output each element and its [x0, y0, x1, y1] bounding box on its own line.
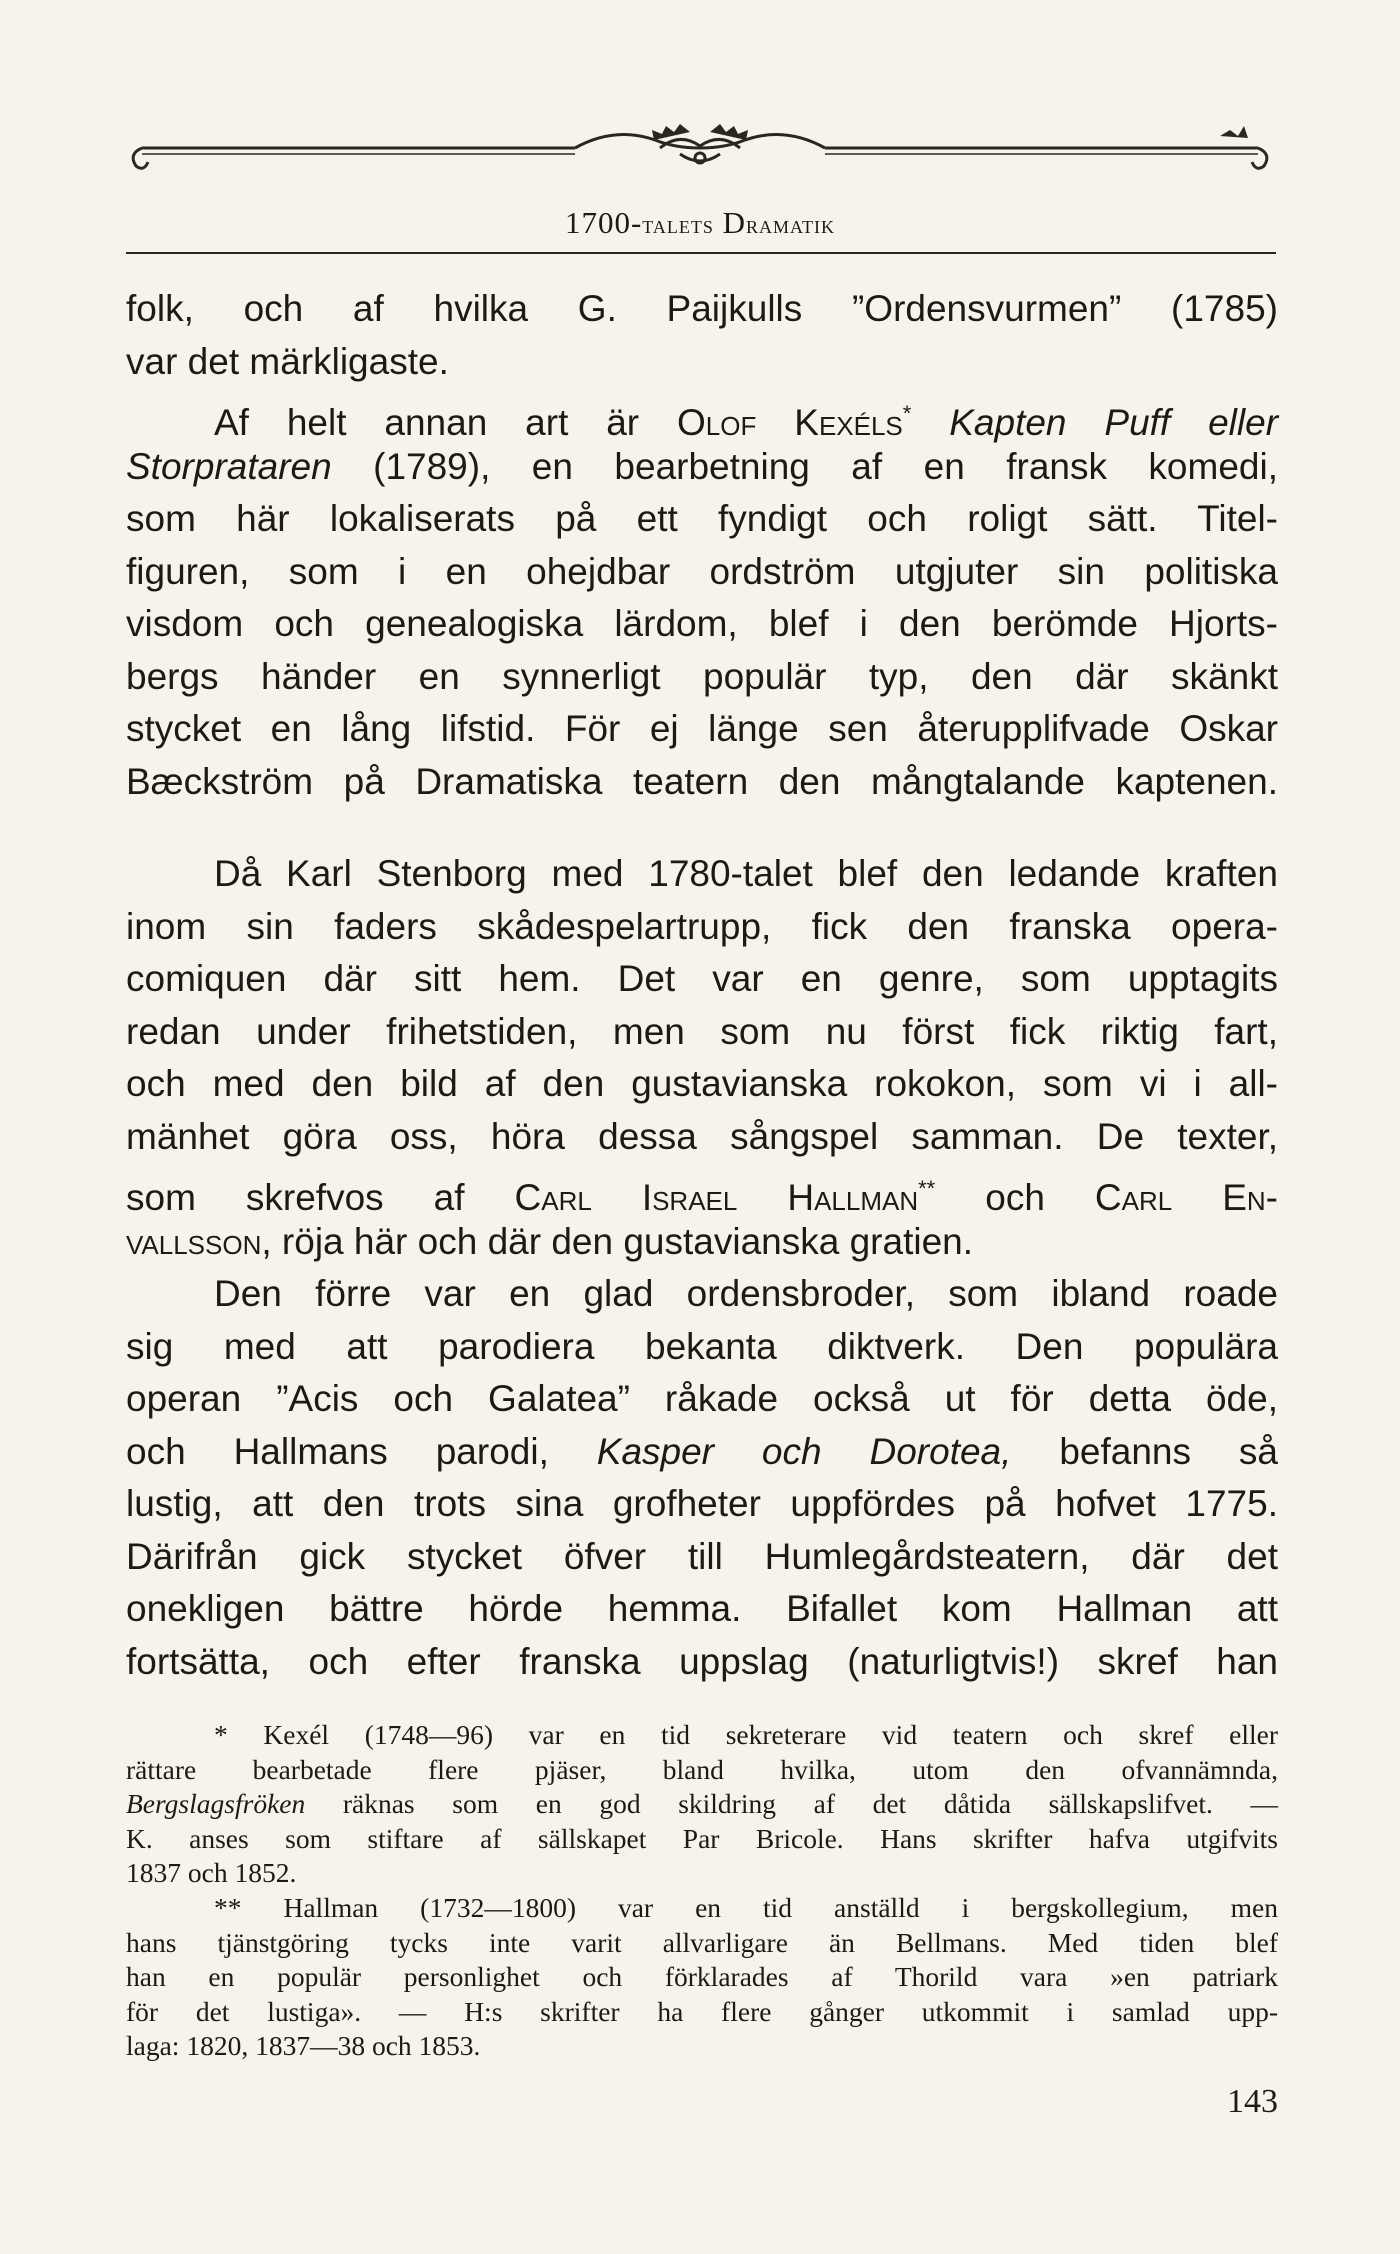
play-title: Kasper och Dorotea,	[596, 1430, 1012, 1472]
text-line: bergs händer en synnerligt populär typ, den där skänkt	[126, 655, 1278, 697]
text-line: Då Karl Stenborg med 1780-talet blef den ledande kraften	[214, 853, 1278, 894]
text-line: och Hallmans parodi, Kasper och Dorotea, befanns så	[126, 1430, 1278, 1472]
body-text	[126, 283, 1278, 1688]
header-ornament-icon	[120, 118, 1280, 198]
author-name: vallsson	[126, 1220, 262, 1262]
play-title: Storprataren	[126, 445, 332, 487]
footnote-line: 1837 och 1852.	[126, 1857, 297, 1889]
page-number: 143	[1227, 2083, 1278, 2120]
running-head: 1700-talets Dramatik	[564, 205, 836, 240]
text-line: comiquen där sitt hem. Det var en genre, som upptagits	[126, 958, 1278, 999]
text-line: stycket en lång lifstid. För ej länge sen återupplifvade Oskar	[126, 708, 1278, 749]
author-name: Olof Kexéls	[677, 402, 903, 443]
text-line: lustig, att den trots sina grofheter uppfördes på hofvet 1775.	[126, 1483, 1278, 1524]
play-title: Bergslagsfröken	[126, 1788, 306, 1820]
footnote-line: Bergslagsfröken räknas som en god skildring af det dåtida sällskapslifvet. —	[126, 1788, 1278, 1820]
author-name: Carl Israel Hallman	[514, 1177, 919, 1218]
header-rule	[126, 252, 1276, 254]
footnote-line: K. anses som stiftare af sällskapet Par Bricole. Hans skrifter hafva utgifvits	[126, 1822, 1278, 1854]
footnote-line: * Kexél (1748—96) var en tid sekreterare vid teatern och skref eller	[214, 1719, 1278, 1750]
footnote-line: rättare bearbetade flere pjäser, bland hvilka, utom den ofvannämnda,	[126, 1753, 1278, 1785]
text-line: onekligen bättre hörde hemma. Bifallet kom Hallman att	[126, 1588, 1278, 1629]
footnote-line: ** Hallman (1732—1800) var en tid anställd i bergskollegium, men	[214, 1891, 1278, 1923]
text-line: sig med att parodiera bekanta diktverk. Den populära	[126, 1325, 1278, 1367]
text-line: folk, och af hvilka G. Paijkulls ”Ordensvurmen” (1785)	[126, 288, 1278, 329]
play-title: Kapten Puff eller	[949, 402, 1279, 443]
text-line: fortsätta, och efter franska uppslag (naturligtvis!) skref han	[126, 1640, 1278, 1682]
footnote-line: laga: 1820, 1837—38 och 1853.	[126, 2030, 481, 2062]
footnote-line: för det lustiga». — H:s skrifter ha flere gånger utkommit i samlad upp-	[126, 1995, 1278, 2027]
footnote-line: hans tjänstgöring tycks inte varit allvarligare än Bellmans. Med tiden blef	[126, 1926, 1278, 1958]
text-line: Storprataren (1789), en bearbetning af en fransk komedi,	[126, 445, 1278, 487]
text-line: var det märkligaste.	[126, 340, 449, 382]
text-line: figuren, som i en ohejdbar ordström utgjuter sin politiska	[126, 550, 1278, 592]
text-line: som skrefvos af Carl Israel Hallman** och Carl En-	[126, 1176, 1278, 1218]
text-line: redan under frihetstiden, men som nu först fick riktig fart,	[126, 1010, 1278, 1052]
footnotes	[126, 1718, 1278, 2064]
paragraph-gap	[126, 808, 1278, 848]
author-name: Carl En-	[1094, 1177, 1278, 1218]
text-line: operan ”Acis och Galatea” råkade också ut för detta öde,	[126, 1378, 1278, 1419]
text-line: vallsson, röja här och där den gustavianska gratien.	[126, 1220, 974, 1262]
text-line: Den förre var en glad ordensbroder, som ibland roade	[214, 1273, 1278, 1314]
footnote-marker: *	[902, 401, 912, 426]
text-line: inom sin faders skådespelartrupp, fick den franska opera-	[126, 905, 1278, 947]
text-line: visdom och genealogiska lärdom, blef i den berömde Hjorts-	[126, 603, 1278, 644]
text-line: och med den bild af den gustavianska rokokon, som vi i all-	[126, 1063, 1278, 1104]
text-line: Bæckström på Dramatiska teatern den mångtalande kaptenen.	[126, 760, 1278, 802]
text-line: Därifrån gick stycket öfver till Humlegårdsteatern, där det	[126, 1535, 1278, 1577]
text-line: Af helt annan art är Olof Kexéls* Kapten Puff eller	[214, 401, 1279, 443]
text-line: som här lokaliserats på ett fyndigt och roligt sätt. Titel-	[126, 498, 1278, 539]
text-line: mänhet göra oss, höra dessa sångspel samman. De texter,	[126, 1115, 1278, 1157]
footnote-marker: **	[918, 1176, 936, 1201]
footnote-line: han en populär personlighet och förklarades af Thorild vara »en patriark	[126, 1961, 1278, 1993]
